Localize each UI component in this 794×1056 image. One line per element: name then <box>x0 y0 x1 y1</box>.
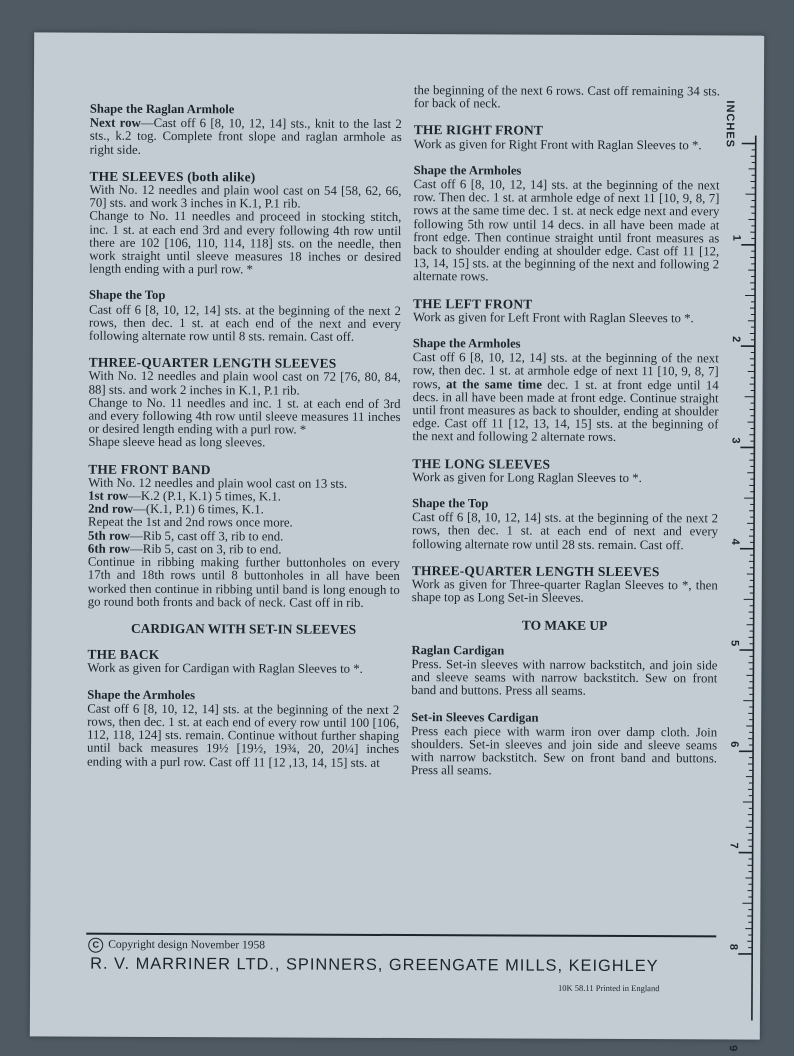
section-heading: THE LEFT FRONT <box>412 295 533 312</box>
paragraph-text: Shape sleeve head as long sleeves. <box>88 435 266 450</box>
instruction-paragraph <box>87 702 399 769</box>
instruction-paragraph <box>89 210 401 277</box>
ruler-number: 9 <box>726 1045 739 1052</box>
section-heading: Raglan Cardigan <box>411 642 505 658</box>
section-heading: Set-in Sleeves Cardigan <box>411 709 539 725</box>
paragraph-text: Cast off 6 [8, 10, 12, 14] sts. at the beginning of the next 2 rows, then dec. 1 st. at each end of next and every following alternate row until 28 sts. remain. Cast off. <box>411 510 719 552</box>
instruction-paragraph <box>413 311 719 326</box>
paragraph-text: Cast off 6 [8, 10, 12, 14] sts. at the beginning of the next row, then dec. 1 st. at armhole edge of next 11 [10, 9, 8, 7] rows, <box>412 350 719 391</box>
paragraph-text: —K.2 (P.1, K.1) 5 times, K.1. <box>128 488 281 504</box>
ruler-number: 7 <box>727 842 740 849</box>
paragraph-text: —Cast off 6 [8, 10, 12, 14] sts., knit to the last 2 sts., k.2 tog. Complete front slope and raglan armhole as right side. <box>89 116 402 157</box>
paragraph-text: Cast off 6 [8, 10, 12, 14] sts. at the beginning of the next 2 rows, then dec. 1 st. at each end of the next and every following alternate row until 8 sts. remain. Cast off. <box>88 302 402 344</box>
paragraph-text: With No. 12 needles and plain wool cast on 13 sts. <box>88 475 348 491</box>
paragraph-text: Cast off 6 [8, 10, 12, 14] sts. at the beginning of the next 2 rows, then dec. 1 st. at each end of every row until 100 [106, 112, 118, 124] sts. remain. Continue without further shaping until back measures 19½ [19½, 19¾, 20, 20¼] inches ending with a purl row. Cast off 11 [12 ,13, 14, 15] sts. at <box>86 701 400 770</box>
instruction-paragraph <box>89 303 401 344</box>
ruler-scale <box>723 95 764 1052</box>
section-heading: Shape the Top <box>89 288 166 303</box>
instruction-paragraph <box>414 138 720 153</box>
section-heading: THREE-QUARTER LENGTH SLEEVES <box>411 562 660 580</box>
row-label: 1st row <box>88 488 129 503</box>
paragraph-text: —Rib 5, cast off 3, rib to end. <box>130 528 284 544</box>
footer-divider <box>86 933 716 938</box>
company-name: R. V. MARRINER LTD., SPINNERS, GREENGATE MILLS, KEIGHLEY <box>90 954 659 976</box>
instruction-paragraph <box>411 725 717 779</box>
copyright-icon: C <box>88 938 103 953</box>
paragraph-text: Press each piece with warm iron over damp cloth. Join shoulders. Set-in sleeves and join side and sleeve seams with narrow backstitch. Sew on front band and buttons. Press all seams. <box>410 723 718 778</box>
paragraph-text: —Rib 5, cast on 3, rib to end. <box>129 541 282 557</box>
paragraph-text: Work as given for Right Front with Raglan Sleeves to *. <box>413 136 702 152</box>
instruction-paragraph <box>412 471 718 486</box>
section-heading: Shape the Armholes <box>87 687 196 702</box>
section-heading: CARDIGAN WITH SET-IN SLEEVES <box>130 620 357 637</box>
print-code: 10K 58.11 Printed in England <box>558 982 660 994</box>
copyright-line <box>88 938 265 954</box>
section-heading: THE FRONT BAND <box>88 461 211 477</box>
section-heading: THREE-QUARTER LENGTH SLEEVES <box>88 354 337 371</box>
section-heading: Shape the Armholes <box>413 162 522 178</box>
inch-ruler <box>723 95 764 1052</box>
paragraph-text: Work as given for Long Raglan Sleeves to *. <box>412 469 642 485</box>
emphasis-text: at the same time <box>446 376 542 392</box>
section-heading: THE SLEEVES (both alike) <box>89 168 256 185</box>
instruction-paragraph <box>89 370 401 398</box>
instruction-paragraph <box>412 351 718 445</box>
instruction-paragraph <box>89 184 401 212</box>
instruction-paragraph <box>88 397 400 438</box>
paragraph-text: the beginning of the next 6 rows. Cast off remaining 34 sts. for back of neck. <box>413 83 720 111</box>
paragraph-text: dec. 1 st. at front edge until 14 decs. in all have been made at front edge. Continue straight until front measures as back to shoulder, ending at shoulder edge. Cast off 11 [12, 13, 14, 15] sts. at the beginning of the next and following 2 alternate rows. <box>412 377 719 445</box>
paragraph-text: —(K.1, P.1) 6 times, K.1. <box>133 502 264 517</box>
ruler-number: 1 <box>730 234 743 241</box>
paragraph-text: Work as given for Cardigan with Raglan Sleeves to *. <box>87 660 363 677</box>
instruction-paragraph <box>88 436 400 451</box>
paragraph-text: Change to No. 11 needles and inc. 1 st. at each end of 3rd and every following 4th row until sleeve measures 11 inches or desired length ending with a purl row. * <box>88 395 401 437</box>
row-label: 2nd row <box>88 501 134 517</box>
instruction-paragraph <box>90 117 402 158</box>
ruler-number: 3 <box>729 437 742 444</box>
section-heading: Shape the Raglan Armhole <box>89 101 235 117</box>
paragraph-text: Change to No. 11 needles and proceed in stocking stitch, inc. 1 st. at each end 3rd and every following 4th row until there are 102 [106, 110, 114, 118] sts. on the needle, then work straight until sleeve measures 18 inches or desired length ending with a purl row. * <box>89 209 402 277</box>
pattern-page <box>30 32 764 1052</box>
section-heading: Shape the Top <box>412 496 489 511</box>
instruction-paragraph <box>414 84 720 112</box>
row-label: 5th row <box>87 528 131 543</box>
paragraph-text: With No. 12 needles and plain wool cast on 72 [76, 80, 84, 88] sts. and work 2 inches in K.1, P.1 rib. <box>88 369 401 398</box>
left-column <box>87 103 402 770</box>
ruler-number: 2 <box>729 336 742 343</box>
ruler-label: INCHES <box>723 100 736 149</box>
row-label: Next row <box>89 115 141 131</box>
instruction-paragraph <box>413 178 719 285</box>
row-label: 6th row <box>87 541 131 556</box>
paragraph-text: Continue in ribbing making further buttonholes on every 17th and 18th rows until 8 buttonholes in all have been worked then continue in ribbing until band is long enough to go round both fronts and back of neck. Cast off in rib. <box>87 554 400 610</box>
section-heading: TO MAKE UP <box>521 617 608 633</box>
right-column <box>411 84 720 779</box>
paragraph-text: Work as given for Three-quarter Raglan Sleeves to *, then shape top as Long Set-in Sleeves. <box>411 577 718 606</box>
instruction-paragraph <box>87 662 399 677</box>
paragraph-text: With No. 12 needles and plain wool cast on 54 [58, 62, 66, 70] sts. and work 3 inches in K.1, P.1 rib. <box>89 182 402 211</box>
instruction-paragraph <box>411 658 717 699</box>
ruler-number: 5 <box>728 639 741 647</box>
paragraph-text: Repeat the 1st and 2nd rows once more. <box>88 515 293 531</box>
section-heading: Shape the Armholes <box>412 336 521 351</box>
instruction-paragraph <box>88 556 400 610</box>
instruction-paragraph <box>412 578 718 606</box>
section-heading: THE RIGHT FRONT <box>413 122 544 139</box>
section-heading: THE BACK <box>87 646 160 663</box>
paragraph-text: Work as given for Left Front with Raglan Sleeves to *. <box>412 309 694 326</box>
ruler-number: 6 <box>728 741 741 748</box>
paragraph-text: Press. Set-in sleeves with narrow backstitch, and join side and sleeve seams with narrow backstitch. Sew on front band and buttons. Press all seams. <box>411 656 718 699</box>
ruler-spine <box>752 136 756 1021</box>
copyright-text: Copyright design November 1958 <box>108 938 266 952</box>
ruler-number: 4 <box>728 538 741 545</box>
instruction-paragraph <box>412 511 718 552</box>
ruler-number: 8 <box>727 943 740 951</box>
section-heading: THE LONG SLEEVES <box>412 455 551 472</box>
paragraph-text: Cast off 6 [8, 10, 12, 14] sts. at the beginning of the next row. Then dec. 1 st. at armhole edge of next 11 [10, 9, 8, 7] rows at the same time dec. 1 st. at neck edge next and every following 5th row until 14 decs. in all have been made at front edge. Then continue straight until front measures as back to shoulder ending at shoulder edge. Cast off 11 [12, 13, 14, 15] sts. at the beginning of the next and following 2 alternate rows. <box>413 177 720 284</box>
